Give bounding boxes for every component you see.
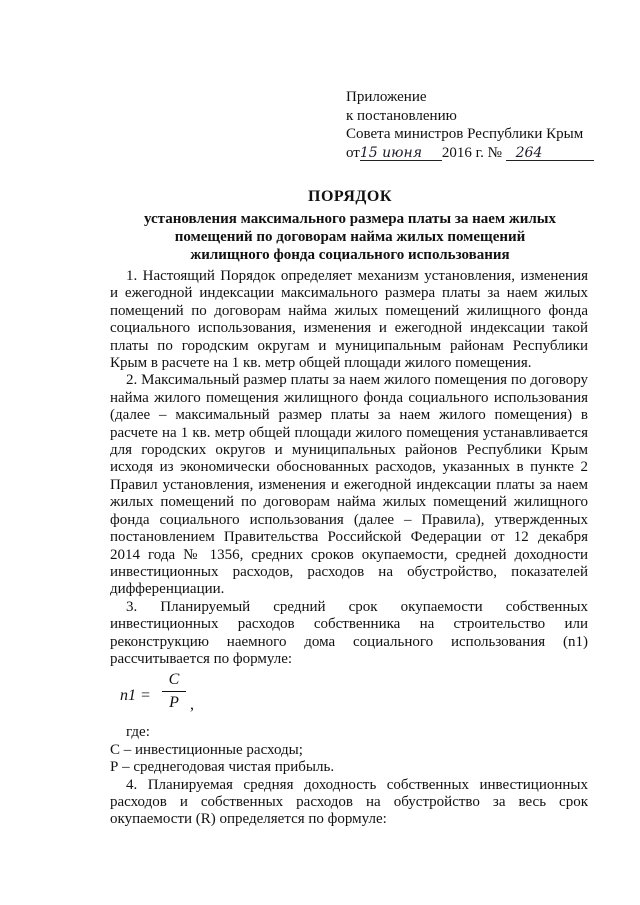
appendix-line-1: Приложение	[346, 89, 427, 105]
formula-n1	[110, 670, 588, 722]
appendix-header	[346, 88, 594, 162]
formula-numerator: C	[168, 671, 180, 689]
formula-lhs: n1 =	[120, 687, 151, 705]
document-body	[110, 268, 588, 829]
document-title	[110, 188, 590, 264]
appendix-line-2: к постановлению	[346, 107, 457, 124]
definitions-where: где:	[126, 724, 150, 741]
handwritten-date: 15 июня	[360, 146, 442, 161]
title-main: ПОРЯДОК	[308, 188, 392, 205]
paragraph-4: 4. Планируемая средняя доходность собственных инвестиционных расходов и собственных расходов на обустройство за весь срок окупаемости (R) определяется по формуле:	[110, 776, 588, 828]
formula-comma: ,	[190, 696, 194, 714]
fraction-bar	[162, 691, 186, 692]
handwritten-number: 264	[506, 146, 594, 161]
title-line-3: жилищного фонда социального использования	[190, 247, 510, 263]
paragraph-1: 1. Настоящий Порядок определяет механизм установления, изменения и ежегодной индексации максимального размера платы за наем жилых помещений по договорам найма жилых помещений жилищного фонда социального использования, изменения и ежегодной индексации такой платы по городским округам и муниципальным районам Республики Крым в расчете на 1 кв. метр общей площади жилого помещения.	[110, 268, 588, 372]
appendix-line-4	[346, 144, 594, 163]
title-line-1: установления максимального размера платы за наем жилых	[143, 211, 557, 227]
date-prefix: от	[346, 144, 360, 161]
paragraph-3: 3. Планируемый средний срок окупаемости собственных инвестиционных расходов собственника на строительство или реконструкцию наемного дома социального использования (n1) рассчитывается по формуле:	[110, 598, 588, 667]
formula-fraction	[162, 670, 186, 713]
appendix-line-3: Совета министров Республики Крым	[346, 126, 584, 142]
title-line-2: помещений по договорам найма жилых помещений	[174, 229, 526, 245]
formula-denominator: P	[169, 694, 179, 712]
paragraph-2: 2. Максимальный размер платы за наем жилого помещения по договору найма жилого помещения жилищного фонда социального использования (далее – максимальный размер платы за наем жилого помещения) в расчете на 1 кв. метр общей площади жилого помещения устанавливается для городских округов и муниципальных районов Республики Крым исходя из экономически обоснованных расходов, указанных в пункте 2 Правил установления, изменения и ежегодной индексации платы за наем жилых помещений по договорам найма жилых помещений жилищного фонда социального использования (далее – Правила), утвержденных постановлением Правительства Российской Федерации от 12 декабря 2014 года № 1356, средних сроков окупаемости, средней доходности инвестиционных расходов, расходов на обустройство, показателей дифференциации.	[110, 372, 588, 598]
definition-p: Р – среднегодовая чистая прибыль.	[110, 759, 335, 776]
definition-c: С – инвестиционные расходы;	[110, 741, 303, 758]
year-and-number-label: 2016 г. №	[441, 144, 502, 161]
